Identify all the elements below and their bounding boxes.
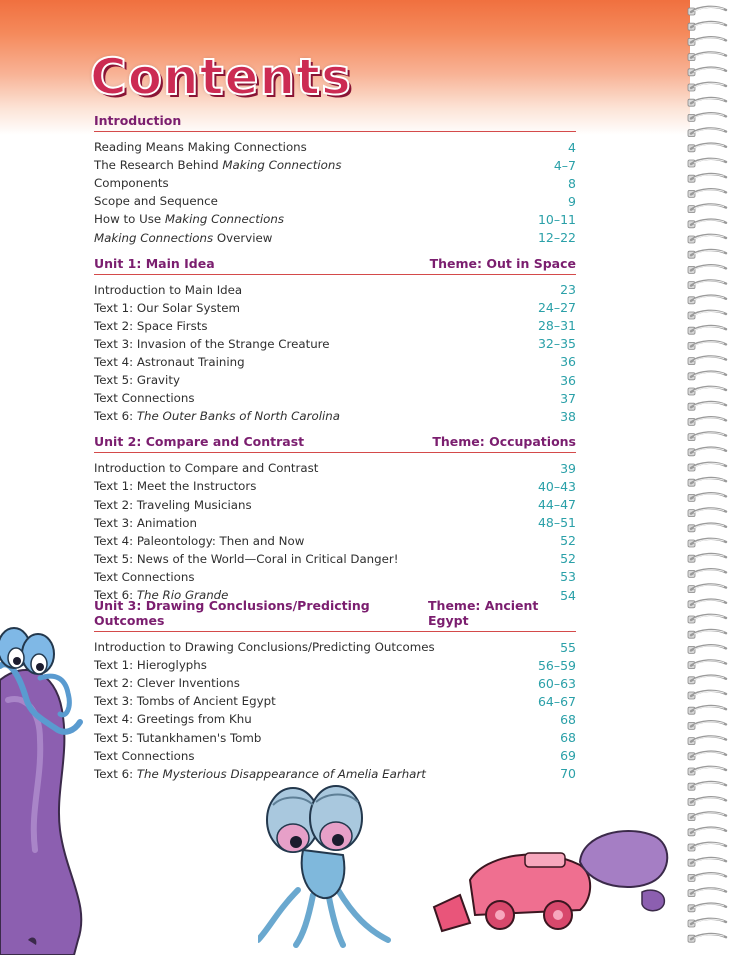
entry-page-number: 10–11 xyxy=(537,211,576,227)
spiral-coil-icon xyxy=(688,372,726,380)
entry-title-text: Text 3: Animation xyxy=(94,515,197,530)
purple-rock-icon xyxy=(572,822,677,917)
entry-title-text: Text 5: News of the World—Coral in Critical Danger! xyxy=(94,551,399,566)
entry-title xyxy=(94,694,276,708)
entry-title xyxy=(94,140,307,154)
spiral-coil-icon xyxy=(688,68,726,76)
spiral-coil-icon xyxy=(688,767,726,775)
entry-page-number: 70 xyxy=(560,766,576,782)
entry-title xyxy=(94,319,208,333)
entry-title xyxy=(94,640,435,654)
spiral-coil-icon xyxy=(688,463,726,471)
entry-title xyxy=(94,749,195,763)
entry-list xyxy=(94,132,576,247)
entry-title-italic: The Mysterious Disappearance of Amelia Earhart xyxy=(136,766,426,781)
spiral-coil-icon xyxy=(688,296,726,304)
spiral-coil-icon xyxy=(688,113,726,121)
entry-title xyxy=(94,731,261,745)
section-heading: Introduction xyxy=(94,113,182,128)
entry-title xyxy=(94,767,426,781)
spiral-coil-icon xyxy=(688,843,726,851)
entry-title-suffix: Overview xyxy=(213,230,273,245)
section-header xyxy=(94,432,576,453)
toc-entry xyxy=(94,514,576,532)
entry-list xyxy=(94,453,576,604)
entry-title xyxy=(94,176,169,190)
entry-title-prefix: Text 6: xyxy=(94,409,137,424)
spiral-coil-icon xyxy=(688,752,726,760)
section-theme: Theme: Ancient Egypt xyxy=(428,598,539,629)
toc-entry xyxy=(94,496,576,514)
spiral-coil-icon xyxy=(688,797,726,805)
entry-title-text: Introduction to Drawing Conclusions/Predicting Outcomes xyxy=(94,640,435,655)
entry-title xyxy=(94,231,272,245)
spiral-coil-icon xyxy=(688,174,726,182)
toc-entry xyxy=(94,389,576,407)
spiral-coil-icon xyxy=(688,508,726,516)
spiral-coil-icon xyxy=(688,919,726,927)
spiral-coil-icon xyxy=(688,721,726,729)
entry-page-number: 60–63 xyxy=(537,675,576,691)
entry-page-number: 44–47 xyxy=(537,497,576,513)
spiral-coil-icon xyxy=(688,128,726,136)
entry-page-number: 69 xyxy=(560,748,576,764)
entry-page-number: 40–43 xyxy=(537,478,576,494)
entry-title xyxy=(94,301,240,315)
spiral-coil-icon xyxy=(688,417,726,425)
spiral-coil-icon xyxy=(688,934,726,942)
entry-page-number: 48–51 xyxy=(537,515,576,531)
spiral-coil-icon xyxy=(688,204,726,212)
toc-entry xyxy=(94,371,576,389)
entry-page-number: 23 xyxy=(560,282,576,298)
spiral-coil-icon xyxy=(688,782,726,790)
entry-page-number: 52 xyxy=(560,533,576,549)
entry-page-number: 4 xyxy=(568,139,576,155)
toc-entry xyxy=(94,568,576,586)
entry-title-text: Text 1: Our Solar System xyxy=(94,300,241,315)
spiral-coil-icon xyxy=(688,311,726,319)
spiral-coil-icon xyxy=(688,888,726,896)
spiral-coil-icon xyxy=(688,584,726,592)
entry-title xyxy=(94,355,245,369)
entry-page-number: 9 xyxy=(568,193,576,209)
spiral-coil-icon xyxy=(688,524,726,532)
toc-entry xyxy=(94,532,576,550)
toc-entry xyxy=(94,317,576,335)
entry-title-italic: The Rio Grande xyxy=(136,588,229,603)
entry-page-number: 32–35 xyxy=(537,336,576,352)
spiral-coil-icon xyxy=(688,265,726,273)
spiral-coil-icon xyxy=(688,235,726,243)
entry-list xyxy=(94,632,576,783)
spiral-coil-icon xyxy=(688,904,726,912)
entry-title-text: Scope and Sequence xyxy=(94,194,218,209)
entry-title-text: Text 2: Clever Inventions xyxy=(94,676,240,691)
entry-page-number: 24–27 xyxy=(537,300,576,316)
spiral-coil-icon xyxy=(688,828,726,836)
entry-title xyxy=(94,409,340,423)
entry-page-number: 12–22 xyxy=(537,230,576,246)
spiral-coil-icon xyxy=(688,448,726,456)
toc-entry xyxy=(94,210,576,228)
entry-page-number: 8 xyxy=(568,175,576,191)
entry-title-text: Reading Means Making Connections xyxy=(94,140,307,155)
entry-title xyxy=(94,534,304,548)
entry-title xyxy=(94,212,284,226)
entry-page-number: 64–67 xyxy=(537,693,576,709)
spiral-coil-icon xyxy=(688,873,726,881)
toc-entry xyxy=(94,228,576,246)
blue-alien-center-icon xyxy=(258,780,418,950)
entry-title-text: Text 3: Tombs of Ancient Egypt xyxy=(94,694,276,709)
toc-entry xyxy=(94,138,576,156)
entry-title-prefix: How to Use xyxy=(94,212,165,227)
entry-title xyxy=(94,391,195,405)
entry-title xyxy=(94,498,252,512)
toc-entry xyxy=(94,407,576,425)
entry-title-prefix: The Research Behind xyxy=(94,158,223,173)
spiral-coil-icon xyxy=(688,356,726,364)
entry-title xyxy=(94,479,256,493)
spiral-coil-icon xyxy=(688,341,726,349)
section-heading: Unit 1: Main Idea xyxy=(94,255,215,271)
toc-entry xyxy=(94,299,576,317)
toc-entry xyxy=(94,638,576,656)
spiral-coil-icon xyxy=(688,432,726,440)
toc-entry xyxy=(94,710,576,728)
entry-title xyxy=(94,658,207,672)
spiral-coil-icon xyxy=(688,630,726,638)
entry-page-number: 68 xyxy=(560,730,576,746)
entry-title xyxy=(94,676,240,690)
section-header xyxy=(94,254,576,275)
entry-title-text: Text 3: Invasion of the Strange Creature xyxy=(94,336,330,351)
spiral-coil-icon xyxy=(688,326,726,334)
toc-entry xyxy=(94,192,576,210)
spiral-coil-icon xyxy=(688,645,726,653)
entry-title xyxy=(94,712,252,726)
toc-entry xyxy=(94,747,576,765)
entry-page-number: 54 xyxy=(560,587,576,603)
entry-title xyxy=(94,194,218,208)
entry-title-text: Text 5: Gravity xyxy=(94,373,180,388)
entry-title-text: Text 4: Greetings from Khu xyxy=(94,712,252,727)
spiral-coil-icon xyxy=(688,22,726,30)
entry-page-number: 36 xyxy=(560,372,576,388)
section-header xyxy=(94,111,576,132)
entry-title xyxy=(94,158,342,172)
toc-entry xyxy=(94,156,576,174)
spiral-coil-icon xyxy=(688,569,726,577)
entry-list xyxy=(94,275,576,426)
page-title: Contents xyxy=(90,48,352,106)
entry-title-text: Introduction to Main Idea xyxy=(94,282,243,297)
entry-page-number: 36 xyxy=(560,354,576,370)
spiral-coil-icon xyxy=(688,539,726,547)
entry-title-text: Components xyxy=(94,176,169,191)
entry-title-prefix: Text 6: xyxy=(94,588,137,603)
entry-page-number: 68 xyxy=(560,711,576,727)
section-header xyxy=(94,598,576,632)
entry-title xyxy=(94,337,330,351)
toc-entry xyxy=(94,174,576,192)
spiral-coil-icon xyxy=(688,691,726,699)
spiral-coil-icon xyxy=(688,52,726,60)
toc-entry xyxy=(94,656,576,674)
section-theme: Theme: Occupations xyxy=(432,434,576,450)
entry-title-text: Text Connections xyxy=(94,391,195,406)
spiral-coil-icon xyxy=(688,402,726,410)
entry-title-text: Text 1: Meet the Instructors xyxy=(94,479,257,494)
spiral-coil-icon xyxy=(688,37,726,45)
spiral-coil-icon xyxy=(688,220,726,228)
blue-alien-left-icon xyxy=(0,618,85,748)
spiral-coil-icon xyxy=(688,280,726,288)
entry-title xyxy=(94,283,242,297)
entry-title-text: Text 2: Space Firsts xyxy=(94,318,208,333)
entry-title-text: Text 4: Paleontology: Then and Now xyxy=(94,533,305,548)
spiral-coil-icon xyxy=(688,387,726,395)
toc-entry xyxy=(94,729,576,747)
spiral-coil-icon xyxy=(688,858,726,866)
spiral-coil-icon xyxy=(688,189,726,197)
section-heading: Unit 3: Drawing Conclusions/Predicting Outcomes xyxy=(94,598,370,629)
entry-page-number: 53 xyxy=(560,569,576,585)
entry-page-number: 55 xyxy=(560,639,576,655)
spiral-coil-icon xyxy=(688,83,726,91)
toc-entry xyxy=(94,335,576,353)
spiral-coil-icon xyxy=(688,98,726,106)
spiral-binding-icon xyxy=(686,0,730,955)
spiral-coil-icon xyxy=(688,615,726,623)
entry-title-italic: Making Connections xyxy=(164,212,285,227)
spiral-coil-icon xyxy=(688,660,726,668)
entry-page-number: 52 xyxy=(560,551,576,567)
toc-entry xyxy=(94,281,576,299)
spiral-coil-icon xyxy=(688,493,726,501)
entry-page-number: 56–59 xyxy=(537,657,576,673)
spiral-coil-icon xyxy=(688,478,726,486)
entry-title-text: Introduction to Compare and Contrast xyxy=(94,461,319,476)
spiral-coil-icon xyxy=(688,554,726,562)
entry-title xyxy=(94,461,318,475)
entry-title-text: Text Connections xyxy=(94,569,195,584)
entry-title xyxy=(94,570,195,584)
table-of-contents xyxy=(94,106,576,785)
entry-title-text: Text 1: Hieroglyphs xyxy=(94,658,207,673)
toc-entry xyxy=(94,550,576,568)
spiral-coil-icon xyxy=(688,600,726,608)
toc-entry xyxy=(94,459,576,477)
toc-entry xyxy=(94,692,576,710)
entry-page-number: 38 xyxy=(560,408,576,424)
spiral-coil-icon xyxy=(688,736,726,744)
spiral-coil-icon xyxy=(688,676,726,684)
entry-title-italic: Making Connections xyxy=(222,158,342,173)
entry-title-italic: Making Connections xyxy=(94,230,214,245)
spiral-coil-icon xyxy=(688,812,726,820)
entry-title-text: Text 4: Astronaut Training xyxy=(94,354,245,369)
entry-title-text: Text 2: Traveling Musicians xyxy=(94,497,252,512)
section-heading: Unit 2: Compare and Contrast xyxy=(94,434,305,450)
section-theme: Theme: Out in Space xyxy=(429,255,576,271)
entry-title-prefix: Text 6: xyxy=(94,766,137,781)
spiral-coil-icon xyxy=(688,144,726,152)
entry-title-italic: The Outer Banks of North Carolina xyxy=(136,409,340,424)
spiral-coil-icon xyxy=(688,706,726,714)
entry-page-number: 37 xyxy=(560,390,576,406)
entry-title-text: Text Connections xyxy=(94,748,195,763)
entry-title xyxy=(94,516,197,530)
toc-entry xyxy=(94,674,576,692)
entry-title xyxy=(94,552,399,566)
toc-entry xyxy=(94,353,576,371)
entry-title xyxy=(94,373,180,387)
entry-page-number: 28–31 xyxy=(537,318,576,334)
entry-title-text: Text 5: Tutankhamen's Tomb xyxy=(94,730,262,745)
toc-entry xyxy=(94,477,576,495)
spiral-coil-icon xyxy=(688,250,726,258)
spiral-coil-icon xyxy=(688,159,726,167)
spiral-coil-icon xyxy=(688,7,726,15)
entry-page-number: 4–7 xyxy=(553,157,576,173)
entry-page-number: 39 xyxy=(560,460,576,476)
